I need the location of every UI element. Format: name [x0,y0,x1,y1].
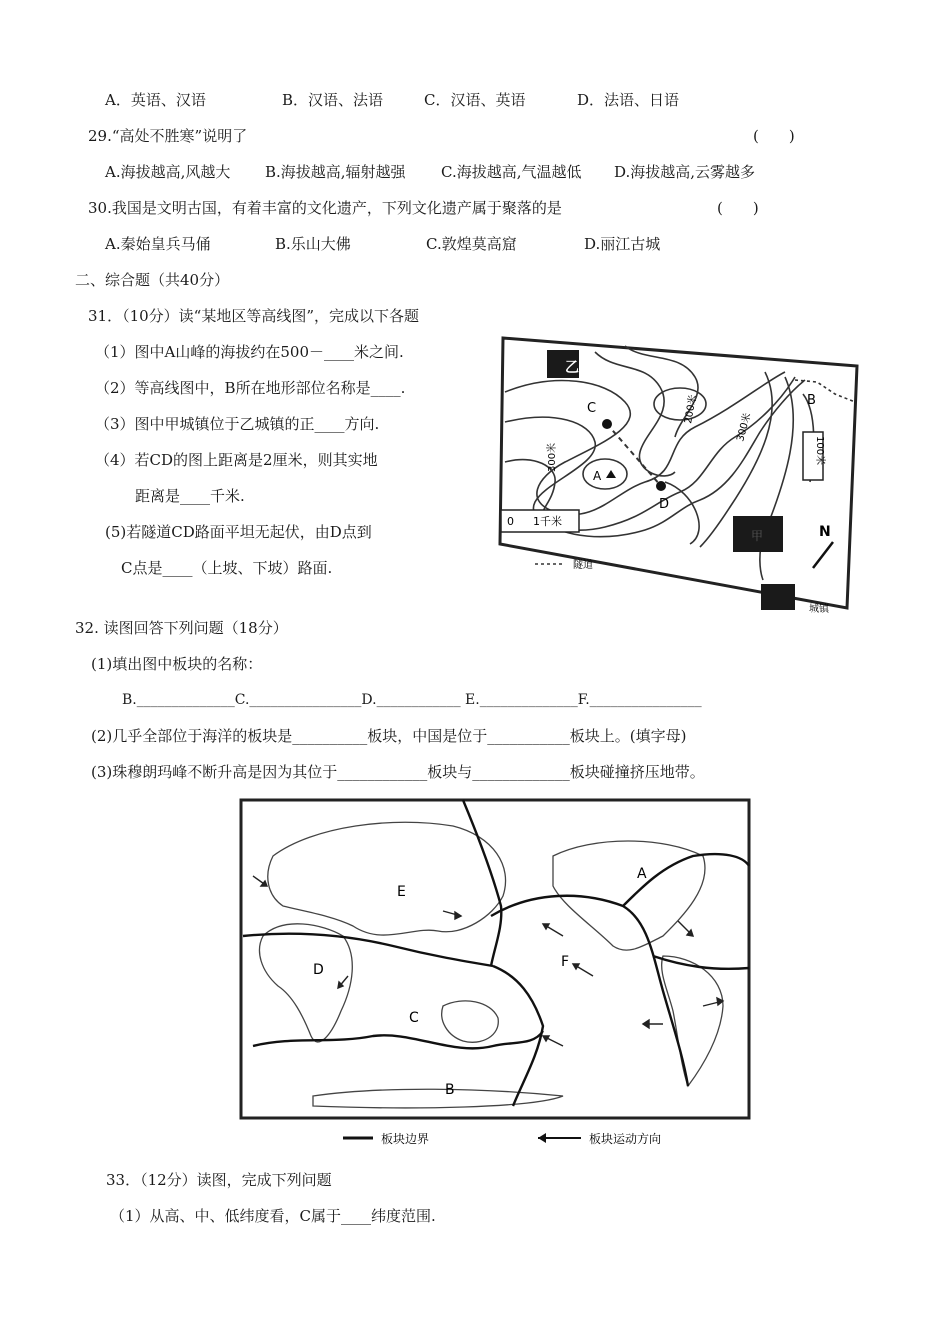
plate-label-e: E [397,884,406,900]
plate-label-a: A [637,866,647,882]
label-c: C [587,401,597,416]
q32-sub3: (3)珠穆朗玛峰不断升高是因为其位于____________板块与_____________板块碰撞挤压地带。 [91,763,705,781]
plate-map-svg [233,796,758,1156]
q33-sub1: （1）从高、中、低纬度看，C属于____纬度范围. [110,1207,436,1225]
q32-sub1: (1)填出图中板块的名称： [91,655,263,673]
q28-option-b: B．汉语、法语 [282,91,384,109]
point-c-marker [602,419,612,429]
q28-option-a: A．英语、汉语 [105,91,206,109]
q29-option-d: D.海拔越高,云雾越多 [614,163,756,181]
scale-unit: 1千米 [533,515,562,528]
q31-item-4-cont: 距离是____千米. [135,487,245,505]
label-b: B [807,393,816,408]
contour-label-100: 100米 [814,436,825,466]
legend-town-swatch [761,584,795,610]
plate-map [233,796,758,1156]
contour-map [495,332,875,632]
legend-motion-arrowhead [538,1133,546,1143]
plate-label-c: C [409,1010,419,1026]
legend-tunnel-label: 隧道 [573,560,593,571]
plate-label-f: F [561,954,570,970]
town-jia-glyph: 甲 [751,529,764,543]
contour-label-300-left: 300米 [547,442,558,472]
ridge-line [795,380,855,402]
legend-boundary-label: 板块边界 [381,1132,430,1146]
plate-label-b: B [445,1082,455,1098]
label-a: A [593,469,602,483]
hilltop-contour [654,388,706,420]
q30-option-b: B.乐山大佛 [275,235,351,253]
q30-answer-paren: ( ) [717,199,759,217]
legend-motion-label: 板块运动方向 [589,1132,662,1146]
q28-option-d: D．法语、日语 [577,91,680,109]
q31-item-3: （3）图中甲城镇位于乙城镇的正____方向. [95,415,380,433]
q30-stem: 30.我国是文明古国，有着丰富的文化遗产，下列文化遗产属于聚落的是 [88,199,562,217]
contour-label-200: 200米 [683,393,700,425]
map-frame [241,800,749,1118]
peak-a-contour [583,459,627,489]
q31-item-2: （2）等高线图中，B所在地形部位名称是____. [95,379,406,397]
q30-option-a: A.秦始皇兵马俑 [105,235,211,253]
q28-option-c: C．汉语、英语 [424,91,526,109]
contour-line [665,482,699,544]
q31-stem: 31．（10分）读“某地区等高线图”，完成以下各题 [88,307,420,325]
q29-option-c: C.海拔越高,气温越低 [441,163,582,181]
q30-option-d: D.丽江古城 [584,235,661,253]
q33-stem: 33．（12分）读图，完成下列问题 [106,1171,332,1189]
q32-blanks: B.______________C.________________D.____________ E.______________F.________________ [122,692,702,708]
legend-town-label: 城镇 [809,604,829,615]
plate-label-d: D [313,962,324,978]
q32-sub2: (2)几乎全部位于海洋的板块是__________板块，中国是位于___________板块上。(填字母) [91,727,687,745]
contour-line [595,352,675,476]
label-d: D [659,497,670,512]
contour-map-svg [495,332,875,632]
q31-item-4: （4）若CD的图上距离是2厘米，则其实地 [95,451,378,469]
point-d-marker [656,481,666,491]
q31-item-5: (5)若隧道CD路面平坦无起伏，由D点到 [105,523,372,541]
town-yi-glyph: 乙 [565,360,579,376]
q29-stem: 29.“高处不胜寒”说明了 [88,127,248,145]
section-title: 二、综合题（共40分） [75,271,230,289]
north-label: N [819,524,831,540]
scale-zero: 0 [507,515,514,528]
north-arrow-icon [813,542,833,568]
q29-option-a: A.海拔越高,风越大 [105,163,231,181]
q31-item-1: （1）图中A山峰的海拔约在500－____米之间. [95,343,404,361]
q29-answer-paren: ( ) [753,127,795,145]
q29-option-b: B.海拔越高,辐射越强 [265,163,406,181]
q30-option-c: C.敦煌莫高窟 [426,235,517,253]
q32-stem: 32. 读图回答下列问题（18分） [75,619,288,637]
peak-a-marker [606,470,616,478]
q31-item-5-cont: C点是____（上坡、下坡）路面. [121,559,333,577]
contour-label-300-right: 300米 [735,411,754,443]
